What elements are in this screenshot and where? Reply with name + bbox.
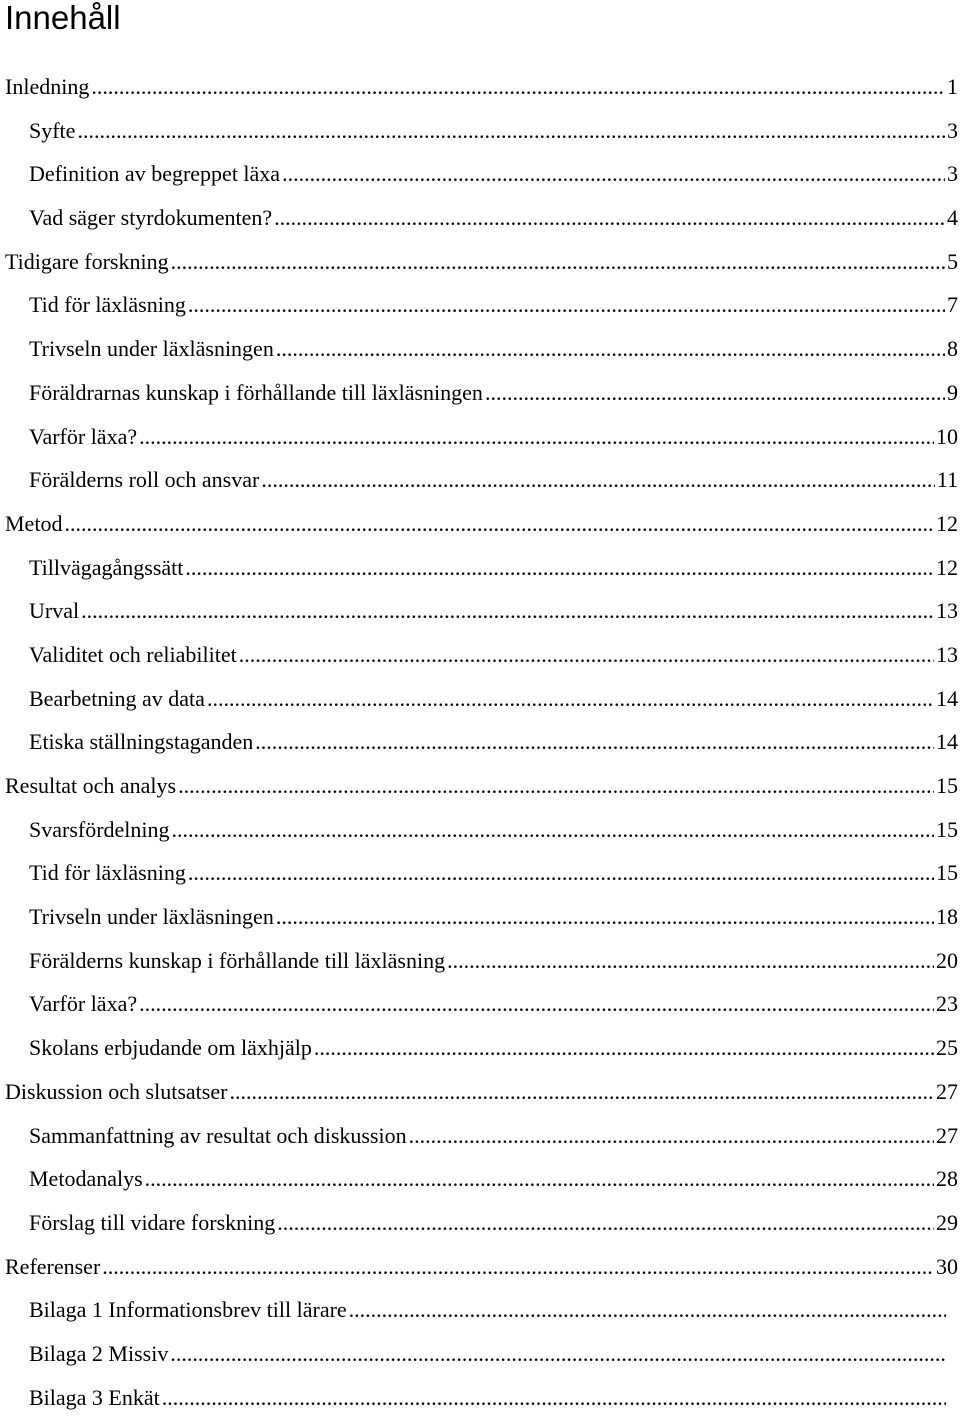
toc-entry-page-number: 10 <box>936 423 958 449</box>
toc-dot-leader <box>255 720 934 764</box>
toc-dot-leader <box>91 65 945 109</box>
toc-entry[interactable] <box>0 1376 960 1419</box>
toc-entry-page-number: 7 <box>947 292 958 318</box>
toc-entry-page-number: 29 <box>936 1209 958 1235</box>
toc-entry-label: Svarsfördelning <box>29 816 170 842</box>
toc-entry-page-number: 14 <box>936 685 958 711</box>
toc-entry[interactable] <box>0 546 960 590</box>
toc-entry[interactable] <box>0 1157 960 1201</box>
toc-dot-leader <box>77 109 945 153</box>
toc-entry[interactable] <box>0 1026 960 1070</box>
toc-dot-leader <box>276 895 934 939</box>
toc-entry[interactable] <box>0 371 960 415</box>
toc-entry-label: Inledning <box>5 74 90 99</box>
toc-entry-page-number: 20 <box>936 947 958 973</box>
toc-entry[interactable] <box>0 633 960 677</box>
toc-entry-label: Föräldrarnas kunskap i förhållande till läxläsningen <box>29 379 483 405</box>
toc-entry[interactable] <box>0 895 960 939</box>
toc-entry[interactable] <box>0 1332 960 1376</box>
toc-entry-page-number: 27 <box>936 1078 958 1104</box>
toc-dot-leader <box>207 677 934 721</box>
toc-entry-page-number: 15 <box>936 860 958 886</box>
toc-dot-leader <box>81 589 934 633</box>
toc-entry-label: Bilaga 3 Enkät <box>29 1384 160 1410</box>
toc-entry[interactable] <box>0 764 960 808</box>
toc-entry-label: Resultat och analys <box>5 773 177 798</box>
toc-entry-label: Definition av begreppet läxa <box>29 161 281 187</box>
toc-entry-label: Tillvägagångssätt <box>29 554 184 580</box>
toc-entry-page-number: 30 <box>936 1253 958 1279</box>
toc-entry[interactable] <box>0 415 960 459</box>
toc-entry-label: Metodanalys <box>29 1166 143 1192</box>
toc-entry-page-number: 3 <box>947 161 958 187</box>
toc-entry[interactable] <box>0 283 960 327</box>
toc-entry-page-number: 15 <box>936 816 958 842</box>
toc-dot-leader <box>277 1201 934 1245</box>
toc-dot-leader <box>229 1070 934 1114</box>
toc-entry-page-number: 5 <box>947 248 958 274</box>
toc-entry-page-number: 23 <box>936 991 958 1017</box>
toc-entry-label: Vad säger styrdokumenten? <box>29 205 273 231</box>
toc-entry-label: Tid för läxläsning <box>29 860 186 886</box>
toc-dot-leader <box>485 371 945 415</box>
toc-dot-leader <box>172 808 934 852</box>
toc-dot-leader <box>188 851 934 895</box>
toc-entry-label: Tidigare forskning <box>5 248 169 274</box>
page-title: Innehåll <box>5 0 121 36</box>
toc-entry-page-number: 14 <box>936 729 958 755</box>
toc-entry-label: Varför läxa? <box>29 423 138 449</box>
toc-entry-label: Referenser <box>5 1253 101 1279</box>
toc-entry-page-number: 27 <box>936 1122 958 1148</box>
toc-entry-page-number: 4 <box>947 205 958 231</box>
toc-entry-page-number: 12 <box>936 554 958 580</box>
toc-entry-label: Sammanfattning av resultat och diskussion <box>29 1122 407 1148</box>
toc-dot-leader <box>185 546 934 590</box>
toc-entry[interactable] <box>0 1288 960 1332</box>
toc-entry[interactable] <box>0 502 960 546</box>
toc-dot-leader <box>349 1288 946 1332</box>
toc-entry-page-number: 15 <box>936 773 958 798</box>
toc-entry-label: Trivseln under läxläsningen <box>29 336 274 362</box>
toc-dot-leader <box>171 240 945 284</box>
toc-entry[interactable] <box>0 240 960 284</box>
toc-dot-leader <box>239 633 934 677</box>
toc-entry[interactable] <box>0 1245 960 1289</box>
toc-dot-leader <box>139 982 934 1026</box>
toc-dot-leader <box>64 502 934 546</box>
toc-dot-leader <box>314 1026 934 1070</box>
toc-entry[interactable] <box>0 589 960 633</box>
toc-entry-page-number: 9 <box>947 379 958 405</box>
toc-entry[interactable] <box>0 65 960 109</box>
toc-dot-leader <box>102 1245 934 1289</box>
toc-entry[interactable] <box>0 1114 960 1158</box>
toc-entry-label: Diskussion och slutsatser <box>5 1078 228 1104</box>
toc-entry-label: Skolans erbjudande om läxhjälp <box>29 1035 312 1061</box>
toc-dot-leader <box>409 1114 934 1158</box>
toc-dot-leader <box>170 1332 946 1376</box>
toc-entry-page-number: 3 <box>947 117 958 143</box>
toc-entry-label: Förslag till vidare forskning <box>29 1209 276 1235</box>
toc-entry[interactable] <box>0 196 960 240</box>
toc-entry[interactable] <box>0 458 960 502</box>
toc-entry[interactable] <box>0 677 960 721</box>
toc-entry-page-number: 13 <box>936 641 958 667</box>
table-of-contents <box>0 65 960 1419</box>
toc-dot-leader <box>178 764 934 808</box>
toc-entry-label: Varför läxa? <box>29 991 138 1017</box>
toc-entry-label: Urval <box>29 598 80 624</box>
toc-entry-label: Bilaga 2 Missiv <box>29 1340 169 1366</box>
toc-dot-leader <box>188 283 945 327</box>
toc-entry-label: Förälderns roll och ansvar <box>29 467 260 493</box>
toc-entry-page-number: 12 <box>936 510 958 536</box>
toc-entry[interactable] <box>0 851 960 895</box>
toc-dot-leader <box>282 152 945 196</box>
toc-entry-label: Förälderns kunskap i förhållande till läxläsning <box>29 947 446 973</box>
toc-entry-page-number: 13 <box>936 598 958 624</box>
toc-dot-leader <box>145 1157 934 1201</box>
toc-entry-label: Validitet och reliabilitet <box>29 641 237 667</box>
toc-dot-leader <box>447 939 934 983</box>
toc-entry[interactable] <box>0 808 960 852</box>
toc-entry-page-number: 1 <box>947 74 958 99</box>
toc-entry-label: Etiska ställningstaganden <box>29 729 254 755</box>
toc-entry-page-number: 11 <box>936 467 958 493</box>
toc-entry-label: Syfte <box>29 117 76 143</box>
toc-entry[interactable] <box>0 1070 960 1114</box>
toc-entry-label: Metod <box>5 510 63 536</box>
toc-entry-page-number: 8 <box>947 336 958 362</box>
toc-entry-label: Bilaga 1 Informationsbrev till lärare <box>29 1297 347 1323</box>
toc-entry[interactable] <box>0 109 960 153</box>
toc-entry-label: Trivseln under läxläsningen <box>29 904 274 930</box>
toc-entry-page-number: 18 <box>936 904 958 930</box>
toc-dot-leader <box>276 327 945 371</box>
toc-entry[interactable] <box>0 982 960 1026</box>
toc-entry-label: Bearbetning av data <box>29 685 205 711</box>
toc-dot-leader <box>139 415 934 459</box>
toc-entry-page-number: 28 <box>936 1166 958 1192</box>
toc-dot-leader <box>274 196 945 240</box>
toc-entry[interactable] <box>0 152 960 196</box>
toc-entry[interactable] <box>0 939 960 983</box>
toc-entry-label: Tid för läxläsning <box>29 292 186 318</box>
toc-entry[interactable] <box>0 1201 960 1245</box>
toc-entry-page-number: 25 <box>936 1035 958 1061</box>
toc-dot-leader <box>261 458 934 502</box>
toc-dot-leader <box>162 1376 946 1419</box>
toc-entry[interactable] <box>0 327 960 371</box>
toc-entry[interactable] <box>0 720 960 764</box>
